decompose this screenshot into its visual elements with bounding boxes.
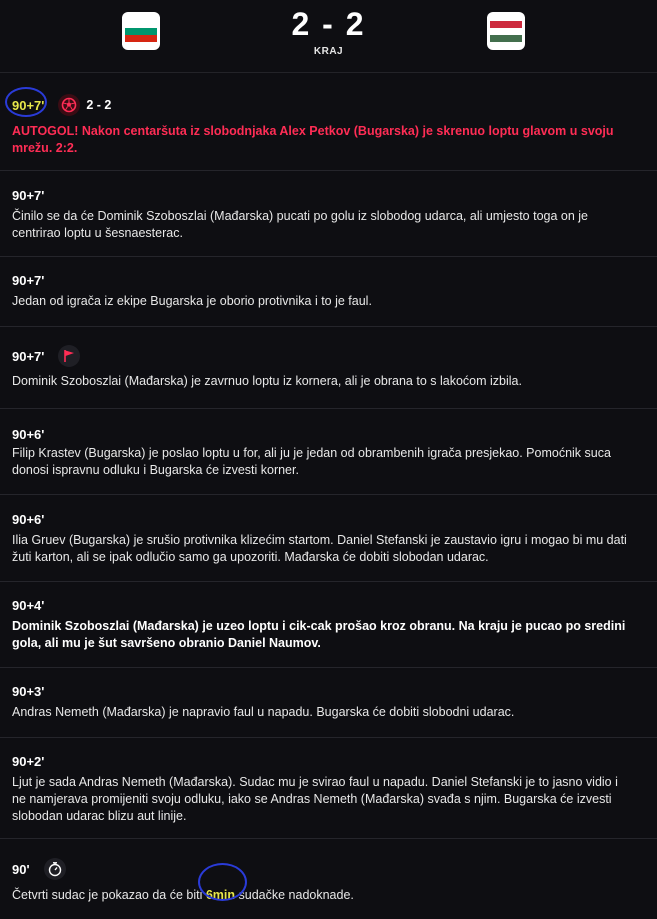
stopwatch-icon: [44, 858, 66, 880]
event-header: [12, 680, 44, 702]
event-item: [0, 839, 657, 919]
event-text: AUTOGOL! Nakon centaršuta iz slobodnjaka Alex Petkov (Bugarska) je skrenuo loptu glavom u svoju mrežu. 2:2.: [12, 124, 614, 155]
event-item: [0, 668, 657, 738]
event-item: [0, 327, 657, 409]
event-text-before: Četvrti sudac je pokazao da će biti: [12, 888, 206, 902]
event-minute: 90+3': [12, 683, 45, 699]
event-minute: 90+6': [12, 426, 45, 442]
event-minute: 90+6': [12, 511, 45, 527]
event-header: [12, 858, 66, 880]
event-score: 2 - 2: [86, 98, 112, 112]
event-header: [12, 184, 44, 206]
event-item: [0, 738, 657, 839]
event-header: [12, 345, 80, 367]
own-goal-ball-icon: [58, 94, 80, 116]
annotation-circle: [198, 863, 247, 901]
event-text: Dominik Szoboszlai (Mađarska) je zavrnuo loptu iz kornera, ali je obrana to s lakoćom izbila.: [12, 374, 522, 388]
commentary-feed: [0, 73, 657, 919]
event-minute: 90+7': [12, 348, 45, 364]
event-item: [0, 257, 657, 327]
match-header: [0, 0, 657, 73]
event-header: [12, 594, 44, 616]
event-text: Andras Nemeth (Mađarska) je napravio faul u napadu. Bugarska će dobiti slobodni udarac.: [12, 705, 515, 719]
event-text: Ljut je sada Andras Nemeth (Mađarska). Sudac mu je svirao faul u napadu. Daniel Stefanski je to jasno vidio i ne namjerava promijeniti svoju odluku, iako se Andras Nemeth (Mađarska) svađa s njim. Bugarska će izvesti slobodan udarac blizu aut linije.: [12, 775, 618, 823]
event-item: [0, 409, 657, 495]
event-minute: 90+2': [12, 753, 45, 769]
event-header: [12, 269, 44, 291]
event-text: Dominik Szoboszlai (Mađarska) je uzeo loptu i cik-cak prošao kroz obranu. Na kraju je pucao po sredini gola, ali mu je šut savršeno obranio Daniel Naumov.: [12, 619, 626, 650]
event-text: Jedan od igrača iz ekipe Bugarska je oborio protivnika i to je faul.: [12, 294, 372, 308]
event-text: Činilo se da će Dominik Szoboszlai (Mađarska) pucati po golu iz slobodog udarca, ali umjesto toga on je centrirao loptu u šesnaesterac.: [12, 209, 589, 240]
event-item: [0, 171, 657, 257]
annotation-circle: [5, 87, 47, 117]
event-item: [0, 582, 657, 668]
hungary-flag-icon[interactable]: [487, 12, 525, 50]
corner-flag-icon: [58, 345, 80, 367]
event-header: [12, 423, 44, 445]
event-text: Ilia Gruev (Bugarska) je srušio protivnika klizećim startom. Daniel Stefanski je zaustavio igru i mogao bi mu dati žuti karton, ali se ipak odlučio samo ga upozoriti. Mađarska će dobiti slobodan udarac.: [12, 533, 627, 564]
event-minute: 90': [12, 861, 30, 877]
event-text: Filip Krastev (Bugarska) je poslao loptu u for, ali ju je jedan od obrambenih igrača presjekao. Pomoćnik suca donosi ispravnu odluku i Bugarska će izvesti korner.: [12, 446, 611, 477]
event-header: [12, 750, 44, 772]
event-text: [12, 887, 632, 904]
event-minute: 90+4': [12, 597, 45, 613]
event-text-after: sudačke nadoknade.: [235, 888, 354, 902]
added-time-highlight: 6min: [205, 888, 236, 902]
event-minute: 90+7': [12, 97, 45, 113]
event-header: [12, 508, 44, 530]
event-item: [0, 495, 657, 582]
match-status: KRAJ: [313, 46, 344, 57]
event-minute: 90+7': [12, 272, 45, 288]
match-score: 2 - 2: [291, 6, 366, 42]
event-minute: 90+7': [12, 187, 45, 203]
event-item: [0, 73, 657, 171]
